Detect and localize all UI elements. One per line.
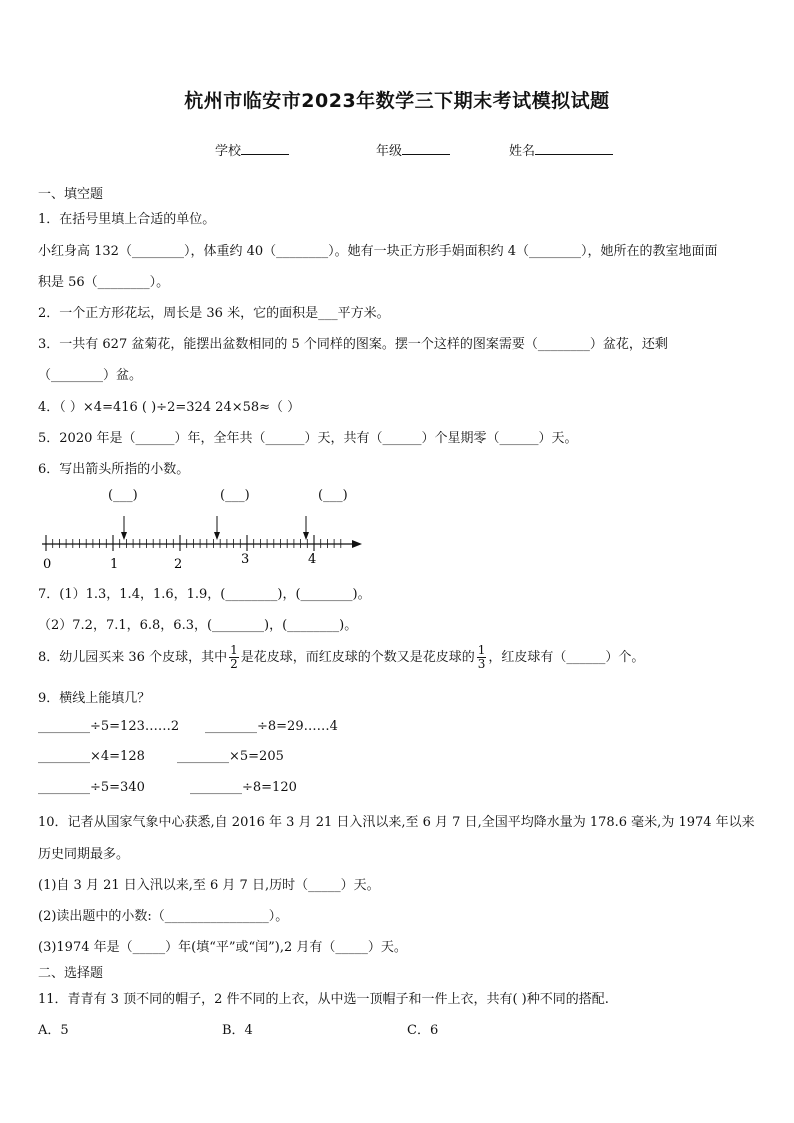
grade-field bbox=[376, 140, 450, 159]
arrow-blank-1[interactable]: (___) bbox=[108, 488, 138, 503]
question-7-line-2: （2）7.2，7.1，6.8，6.3，(________)，(________)。 bbox=[38, 618, 358, 633]
question-5: 5．2020 年是（______）年，全年共（______）天，共有（______）个星期零（______）天。 bbox=[38, 431, 578, 446]
question-10-line-1: 10．记者从国家气象中心获悉,自 2016 年 3 月 21 日入汛以来,至 6 月 7 日,全国平均降水量为 178.6 毫米,为 1974 年以来 bbox=[38, 815, 755, 830]
question-3-line-1: 3．一共有 627 盆菊花，能摆出盆数相同的 5 个同样的图案。摆一个这样的图案需要（________）盆花，还剩 bbox=[38, 337, 668, 352]
question-8-part-3: ，红皮球有（______）个。 bbox=[488, 650, 645, 665]
section-fill-blank-heading: 一、填空题 bbox=[38, 187, 104, 202]
question-9-row-2b: ________×5=205 bbox=[177, 749, 284, 764]
question-3-line-2: （________）盆。 bbox=[38, 368, 143, 383]
question-8 bbox=[38, 641, 644, 675]
arrow-blank-3[interactable]: (___) bbox=[318, 488, 348, 503]
question-9-row-1a: ________÷5=123……2 bbox=[38, 719, 180, 734]
question-1-line-1: 小红身高 132（________），体重约 40（________）。她有一块正方形手娟面积约 4（________），她所在的教室地面面 bbox=[38, 244, 718, 259]
question-9-row-1b: ________÷8=29……4 bbox=[205, 719, 338, 734]
tick-label-2: 2 bbox=[174, 557, 183, 572]
question-4: 4．（ ）×4=416 ( )÷2=324 24×58≈（ ） bbox=[38, 400, 301, 415]
arrowhead-3-icon bbox=[303, 532, 309, 540]
question-10-sub-2: (2)读出题中的小数:（________________）。 bbox=[38, 909, 289, 924]
tick-label-3: 3 bbox=[241, 552, 250, 567]
tick-label-1: 1 bbox=[110, 557, 119, 572]
question-9-stem: 9．横线上能填几？ bbox=[38, 691, 151, 706]
question-8-part-1: 8．幼儿园买来 36 个皮球，其中 bbox=[38, 650, 228, 665]
tick-marks bbox=[46, 535, 341, 551]
axis-arrowhead bbox=[352, 540, 362, 548]
tick-label-4: 4 bbox=[308, 552, 317, 567]
fraction-1-numerator: 1 bbox=[230, 643, 238, 658]
arrow-blank-2[interactable]: (___) bbox=[220, 488, 250, 503]
question-1-stem: 1．在括号里填上合适的单位。 bbox=[38, 212, 216, 227]
question-10-line-2: 历史同期最多。 bbox=[38, 847, 130, 862]
grade-blank[interactable] bbox=[402, 140, 450, 155]
question-9-row-3b: ________÷8=120 bbox=[190, 780, 297, 795]
page-title: 杭州市临安市2023年数学三下期末考试模拟试题 bbox=[184, 90, 610, 112]
question-6-stem: 6．写出箭头所指的小数。 bbox=[38, 462, 190, 477]
question-11-stem: 11．青青有 3 顶不同的帽子，2 件不同的上衣，从中选一顶帽子和一件上衣，共有( )种不同的搭配. bbox=[38, 992, 609, 1007]
question-2: 2．一个正方形花坛，周长是 36 米，它的面积是___平方米。 bbox=[38, 306, 390, 321]
fraction-one-half bbox=[229, 644, 239, 670]
student-info-row bbox=[0, 140, 794, 160]
school-field bbox=[215, 140, 289, 159]
question-10-sub-1: (1)自 3 月 21 日入汛以来,至 6 月 7 日,历时（_____）天。 bbox=[38, 878, 380, 893]
fraction-2-numerator: 1 bbox=[477, 643, 486, 658]
fraction-1-denominator: 2 bbox=[230, 657, 238, 671]
grade-label: 年级 bbox=[376, 144, 403, 159]
section-choice-heading: 二、选择题 bbox=[38, 966, 104, 981]
name-label: 姓名 bbox=[509, 144, 536, 159]
option-a[interactable]: A．5 bbox=[38, 1023, 69, 1038]
arrowhead-1-icon bbox=[121, 532, 127, 540]
question-9-row-2a: ________×4=128 bbox=[38, 749, 145, 764]
option-b[interactable]: B．4 bbox=[222, 1023, 253, 1038]
question-8-part-2: 是花皮球，而红皮球的个数又是花皮球的 bbox=[240, 650, 475, 665]
tick-label-0: 0 bbox=[43, 557, 52, 572]
number-line-svg bbox=[30, 480, 380, 580]
fraction-one-third bbox=[477, 644, 487, 670]
name-field bbox=[509, 140, 613, 159]
number-line-figure bbox=[30, 480, 380, 580]
question-9-row-3a: ________÷5=340 bbox=[38, 780, 145, 795]
arrowhead-2-icon bbox=[214, 532, 220, 540]
school-label: 学校 bbox=[215, 144, 242, 159]
fraction-2-denominator: 3 bbox=[477, 657, 486, 671]
name-blank[interactable] bbox=[535, 140, 613, 155]
question-1-line-2: 积是 56（________）。 bbox=[38, 275, 170, 290]
question-10-sub-3: (3)1974 年是（_____）年(填“平”或“闰”),2 月有（_____）天。 bbox=[38, 940, 407, 955]
question-7-line-1: 7．(1）1.3，1.4，1.6，1.9，(________)，(________)。 bbox=[38, 587, 371, 602]
school-blank[interactable] bbox=[241, 140, 289, 155]
option-c[interactable]: C．6 bbox=[407, 1023, 439, 1038]
